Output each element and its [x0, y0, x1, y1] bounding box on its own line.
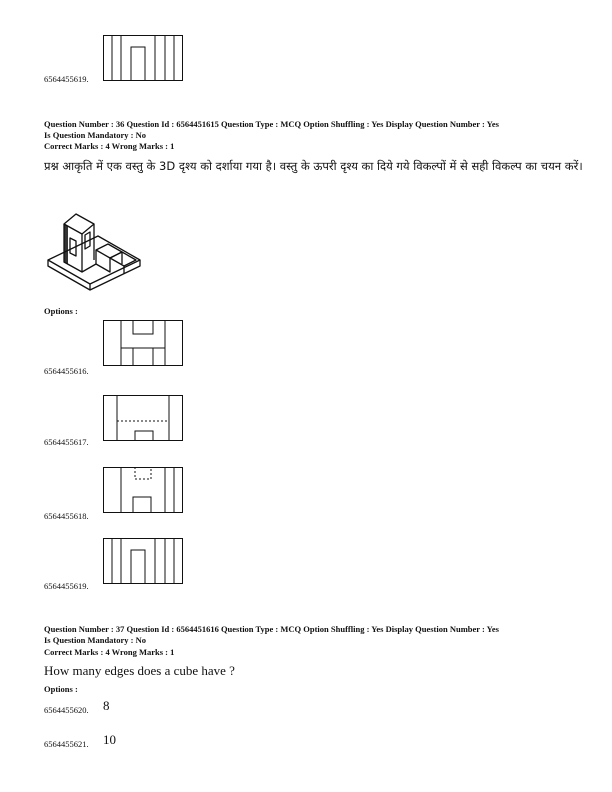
q36-option4-figure[interactable]	[103, 538, 183, 584]
q36-marks: Correct Marks : 4 Wrong Marks : 1	[44, 141, 175, 151]
q36-option1-id: 6564455616.	[44, 366, 89, 376]
q37-option2-value[interactable]: 10	[103, 732, 116, 747]
top-option-figure	[103, 35, 183, 81]
q36-3d-object-figure	[44, 202, 144, 292]
q37-option1-id: 6564455620.	[44, 705, 89, 715]
q37-option2-id: 6564455621.	[44, 739, 89, 749]
q36-question-text: प्रश्न आकृति में एक वस्तु के 3D दृश्य को दर्शाया गया है। वस्तु के ऊपरी दृश्य का दिये गये विकल्पों में से सही विकल्प का चयन करें।	[44, 159, 583, 173]
q36-options-label: Options :	[44, 306, 78, 316]
q37-header-line1: Question Number : 37 Question Id : 6564451616 Question Type : MCQ Option Shuffling : Yes Display Question Number : Yes	[44, 624, 499, 634]
q37-option1-value[interactable]: 8	[103, 698, 110, 713]
q36-option2-id: 6564455617.	[44, 437, 89, 447]
q36-option1-figure[interactable]	[103, 320, 183, 366]
q36-header-line2: Is Question Mandatory : No	[44, 130, 147, 140]
q37-header-line2: Is Question Mandatory : No	[44, 635, 147, 645]
q36-option3-id: 6564455618.	[44, 511, 89, 521]
q36-header-line1: Question Number : 36 Question Id : 6564451615 Question Type : MCQ Option Shuffling : Yes Display Question Number : Yes	[44, 119, 499, 129]
top-option-id: 6564455619.	[44, 74, 89, 84]
q36-option2-figure[interactable]	[103, 395, 183, 441]
q37-question-text: How many edges does a cube have ?	[44, 663, 235, 678]
q37-options-label: Options :	[44, 684, 78, 694]
q37-marks: Correct Marks : 4 Wrong Marks : 1	[44, 647, 175, 657]
q36-option3-figure[interactable]	[103, 467, 183, 513]
q36-option4-id: 6564455619.	[44, 581, 89, 591]
